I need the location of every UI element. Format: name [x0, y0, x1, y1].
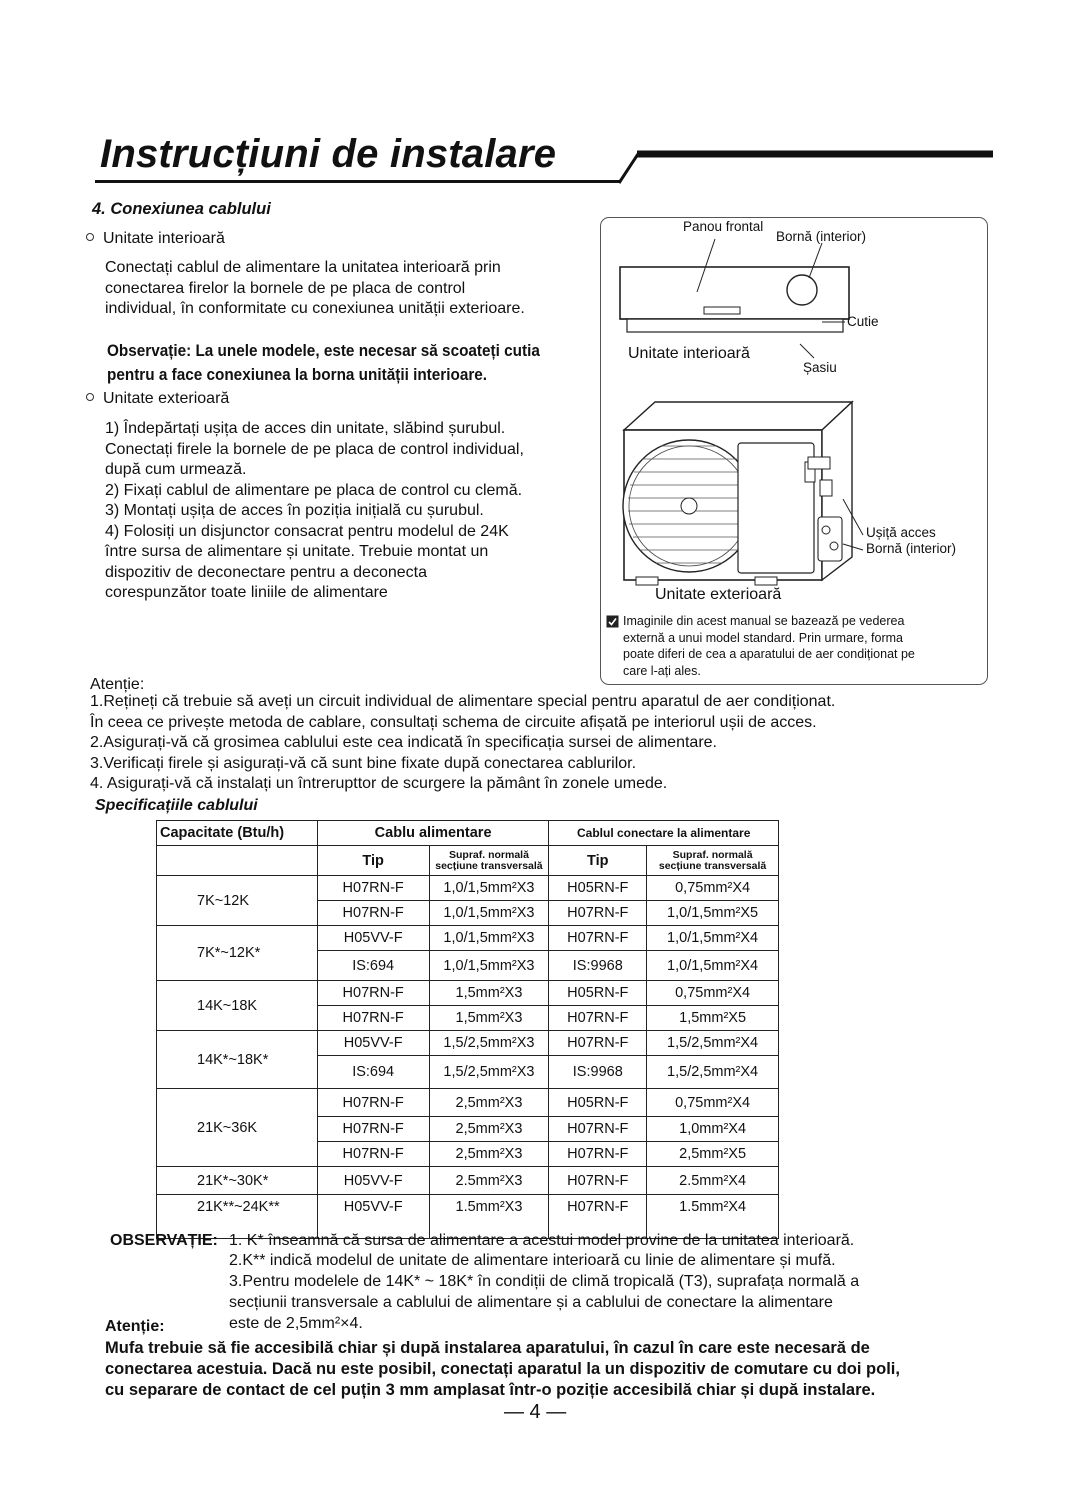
type-cell: H07RN-F [549, 1195, 647, 1239]
header-type-2: Tip [549, 846, 647, 876]
type-cell: H07RN-F [317, 876, 429, 901]
area-cell: 1,5mm²X3 [429, 1006, 549, 1031]
attention-line: 1.Rețineți că trebuie să aveți un circuit individual de alimentare special pentru aparatul de aer condiționat. [90, 693, 836, 710]
area-cell: 2,5mm²X3 [429, 1089, 549, 1117]
label-terminal-indoor: Bornă (interior) [776, 229, 867, 244]
label-chassis: Șasiu [803, 360, 837, 375]
outdoor-text [105, 419, 524, 604]
label-box: Cutie [847, 314, 879, 329]
type-cell: H07RN-F [549, 1006, 647, 1031]
type-cell: H07RN-F [317, 901, 429, 926]
final-attention-text [105, 1338, 900, 1401]
text-line: 4) Folosiți un disjunctor consacrat pentru modelul de 24K [105, 522, 509, 540]
final-line: cu separare de contact de cel puțin 3 mm amplasat într-o poziție accesibilă chiar și după instalare. [105, 1381, 876, 1399]
area-cell: 1.5mm²X4 [647, 1195, 779, 1239]
outdoor-bullet [86, 390, 229, 408]
note-line: care l-ați ales. [623, 663, 701, 678]
bullet-icon [86, 393, 94, 401]
area-cell: 1,0/1,5mm²X3 [429, 926, 549, 951]
type-cell: H07RN-F [549, 901, 647, 926]
type-cell: H05VV-F [317, 1195, 429, 1239]
area-cell: 2,5mm²X3 [429, 1142, 549, 1167]
type-cell: H05VV-F [317, 1167, 429, 1195]
page-title: Instrucțiuni de instalare [100, 132, 557, 176]
note-line: pentru a face conexiunea la borna unității interioare. [107, 365, 488, 384]
area-cell: 2.5mm²X4 [647, 1167, 779, 1195]
area-cell: 1,0/1,5mm²X4 [647, 951, 779, 981]
area-cell: 1,5mm²X5 [647, 1006, 779, 1031]
header-area-1 [429, 846, 549, 876]
attention-line: 3.Verificați firele și asigurați-vă că sunt bine fixate după conectarea cablurilor. [90, 754, 637, 772]
type-cell: H07RN-F [549, 1117, 647, 1142]
type-cell: H05RN-F [549, 876, 647, 901]
table-row [157, 1031, 779, 1056]
capacity-cell: 21K*~30K* [157, 1167, 318, 1195]
area-cell: 1,5/2,5mm²X4 [647, 1031, 779, 1056]
type-cell: H05RN-F [549, 1089, 647, 1117]
table-row [157, 981, 779, 1006]
capacity-cell: 14K~18K [157, 981, 318, 1031]
type-cell: H07RN-F [317, 981, 429, 1006]
figure-note [623, 613, 915, 679]
area-cell: 2,5mm²X5 [647, 1142, 779, 1167]
checkbox-icon [606, 615, 620, 629]
capacity-cell: 7K*~12K* [157, 926, 318, 981]
text-line: între sursa de alimentare și unitate. Trebuie montat un [105, 543, 489, 560]
header-power-cable: Cablu alimentare [317, 821, 549, 846]
area-cell: 0,75mm²X4 [647, 981, 779, 1006]
observation-item-3b: secțiunii transversale a cablului de alimentare și a cablului de conectare la alimentare [229, 1294, 833, 1311]
attention-line: 2.Asigurați-vă că grosimea cablului este cea indicată în specificația sursei de alimentare. [90, 734, 717, 751]
type-cell: H07RN-F [549, 926, 647, 951]
area-cell: 1,5/2,5mm²X4 [647, 1056, 779, 1089]
outdoor-bullet-label: Unitate exterioară [103, 390, 230, 407]
attention-list [90, 692, 835, 795]
header-connect-cable: Cablul conectare la alimentare [549, 821, 779, 846]
final-attention-label: Atenție: [105, 1318, 165, 1335]
note-line: externă a unui model standard. Prin urmare, forma [623, 630, 903, 645]
capacity-cell: 14K*~18K* [157, 1031, 318, 1089]
attention-heading: Atenție: [90, 676, 145, 693]
area-cell: 1,0/1,5mm²X5 [647, 901, 779, 926]
type-cell: H07RN-F [317, 1117, 429, 1142]
header-area-2 [647, 846, 779, 876]
capacity-cell: 21K**~24K** [157, 1195, 318, 1239]
label-indoor-unit: Unitate interioară [628, 345, 750, 362]
area-label-line: secțiune transversală [435, 859, 543, 872]
area-cell: 1,0/1,5mm²X3 [429, 951, 549, 981]
indoor-bullet-label: Unitate interioară [103, 230, 225, 247]
indoor-bullet [86, 230, 225, 248]
label-terminal-outdoor: Bornă (interior) [866, 541, 957, 556]
text-line: 3) Montați ușița de acces în poziția inițială cu șurubul. [105, 502, 484, 519]
area-label-line: Supraf. normală [448, 848, 529, 861]
label-outdoor-unit: Unitate exterioară [655, 586, 782, 603]
note-line: poate diferi de cea a aparatului de aer condiționat pe [623, 647, 915, 661]
type-cell: H07RN-F [549, 1142, 647, 1167]
attention-line: 4. Asigurați-vă că instalați un întrerupttor de scurgere la pământ în zonele umede. [90, 775, 668, 792]
outdoor-unit-drawing [623, 402, 863, 585]
final-line: Mufa trebuie să fie accesibilă chiar și după instalarea aparatului, în cazul în care este necesară de [105, 1339, 870, 1357]
type-cell: H05RN-F [549, 981, 647, 1006]
type-cell: IS:9968 [549, 1056, 647, 1089]
observation-item-3a: 3.Pentru modelele de 14K* ~ 18K* în condiții de climă tropicală (T3), suprafața normală a [229, 1273, 860, 1290]
area-cell: 1,0/1,5mm²X3 [429, 876, 549, 901]
area-cell: 1,0/1,5mm²X3 [429, 901, 549, 926]
type-cell: H05VV-F [317, 1031, 429, 1056]
header-capacity: Capacitate (Btu/h) [157, 821, 318, 846]
text-line: Conectați cablul de alimentare la unitatea interioară prin [105, 259, 501, 276]
type-cell: H07RN-F [317, 1089, 429, 1117]
title-underline [95, 180, 620, 183]
type-cell: IS:694 [317, 1056, 429, 1089]
text-line: individual, în conformitate cu conexiunea unității exterioare. [105, 300, 525, 317]
area-cell: 2.5mm²X3 [429, 1167, 549, 1195]
area-cell: 0,75mm²X4 [647, 1089, 779, 1117]
indoor-note [107, 339, 540, 387]
type-cell: H07RN-F [549, 1167, 647, 1195]
text-line: corespunzător toate liniile de alimentare [105, 584, 388, 601]
area-cell: 1,0/1,5mm²X4 [647, 926, 779, 951]
table-row [157, 1167, 779, 1195]
observation-item-1: 1. K* înseamnă că sursa de alimentare a acestui model provine de la unitatea interioară. [229, 1232, 855, 1249]
text-line: 2) Fixați cablul de alimentare pe placa de control cu clemă. [105, 481, 523, 499]
type-cell: IS:694 [317, 951, 429, 981]
type-cell: H05VV-F [317, 926, 429, 951]
observation-item-3c: este de 2,5mm²×4. [229, 1315, 363, 1332]
unit-illustration [600, 217, 988, 597]
text-line: dispozitiv de deconectare pentru a deconecta [105, 563, 427, 581]
area-label-line: Supraf. normală [672, 848, 753, 861]
bullet-icon [86, 233, 94, 241]
area-label-line: secțiune transversală [658, 859, 767, 872]
indoor-text [105, 258, 525, 320]
text-line: conectarea firelor la bornele de pe placa de control [105, 279, 466, 297]
section-heading: 4. Conexiunea cablului [92, 200, 271, 218]
table-subheader-row [157, 846, 779, 876]
capacity-cell: 7K~12K [157, 876, 318, 926]
header-type-1: Tip [317, 846, 429, 876]
label-front-panel: Panou frontal [683, 219, 764, 234]
area-cell: 1,5mm²X3 [429, 981, 549, 1006]
note-line: Imaginile din acest manual se bazează pe vederea [623, 614, 905, 628]
header-blank [157, 846, 318, 876]
table-header-row [157, 821, 779, 846]
type-cell: IS:9968 [549, 951, 647, 981]
observation-label: OBSERVAȚIE: [110, 1232, 218, 1249]
indoor-unit-drawing [620, 239, 849, 358]
cable-spec-table [156, 820, 779, 1239]
spec-heading: Specificațiile cablului [95, 797, 258, 814]
table-row [157, 926, 779, 951]
text-line: Conectați firele la bornele de pe placa de control individual, [105, 440, 524, 458]
area-cell: 1,0mm²X4 [647, 1117, 779, 1142]
final-line: conectarea acestuia. Dacă nu este posibil, conectați aparatul la un dispozitiv de comutare cu doi poli, [105, 1360, 900, 1378]
table-row [157, 876, 779, 901]
label-access-door: Ușiță acces [866, 525, 936, 540]
attention-line: În ceea ce privește metoda de cablare, consultați schema de circuite afișată pe interiorul ușii de acces. [90, 713, 817, 731]
type-cell: H07RN-F [317, 1006, 429, 1031]
observation-item-2: 2.K** indică modelul de unitate de alimentare interioară cu linie de alimentare și mufă. [229, 1252, 836, 1269]
area-cell: 1,5/2,5mm²X3 [429, 1056, 549, 1089]
type-cell: H07RN-F [317, 1142, 429, 1167]
page-number: — 4 — [504, 1401, 567, 1423]
text-line: după cum urmează. [105, 461, 247, 478]
title-slant-rule [612, 148, 994, 188]
area-cell: 0,75mm²X4 [647, 876, 779, 901]
capacity-cell: 21K~36K [157, 1089, 318, 1167]
type-cell: H07RN-F [549, 1031, 647, 1056]
note-line: Observație: La unele modele, este necesar să scoateți cutia [107, 341, 540, 360]
text-line: 1) Îndepărtați ușița de acces din unitate, slăbind șurubul. [105, 420, 506, 437]
area-cell: 1,5/2,5mm²X3 [429, 1031, 549, 1056]
area-cell: 1.5mm²X3 [429, 1195, 549, 1239]
area-cell: 2,5mm²X3 [429, 1117, 549, 1142]
table-row [157, 1089, 779, 1117]
